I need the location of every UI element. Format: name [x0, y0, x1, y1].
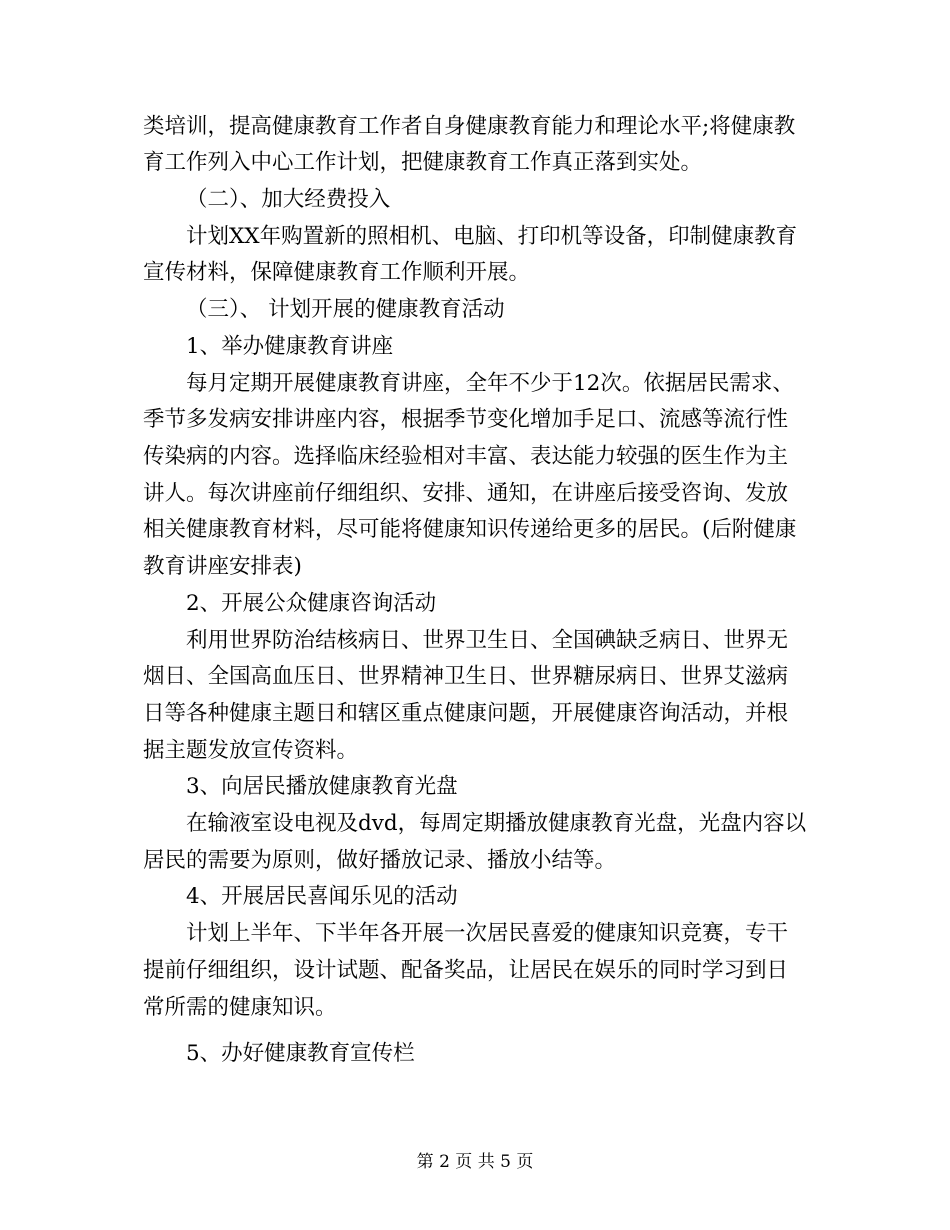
text-line: 计划上半年、下半年各开展一次居民喜爱的健康知识竞赛，专干: [186, 921, 789, 946]
text-line: 据主题发放宣传资料。: [143, 738, 359, 763]
text-line: 在输液室设电视及dvd，每周定期播放健康教育光盘，光盘内容以: [186, 811, 807, 836]
subsection-heading: 3、向居民播放健康教育光盘: [186, 774, 458, 799]
text-line: 教育讲座安排表): [143, 554, 302, 579]
subsection-heading: 2、开展公众健康咨询活动: [186, 591, 437, 616]
page-number-footer: 第 2 页 共 5 页: [416, 1152, 534, 1172]
text-line: 季节多发病安排讲座内容，根据季节变化增加手足口、流感等流行性: [143, 407, 789, 432]
text-line: 相关健康教育材料，尽可能将健康知识传递给更多的居民。(后附健康: [143, 517, 797, 542]
text-line: 日等各种健康主题日和辖区重点健康问题，开展健康咨询活动，并根: [143, 701, 789, 726]
text-line: 讲人。每次讲座前仔细组织、安排、通知，在讲座后接受咨询、发放: [143, 481, 789, 506]
text-line: 宣传材料，保障健康教育工作顺利开展。: [143, 260, 531, 285]
text-line: 类培训，提高健康教育工作者自身健康教育能力和理论水平;将健康教: [143, 114, 796, 139]
subsection-heading: 1、举办健康教育讲座: [186, 334, 394, 359]
section-heading: （三）、 计划开展的健康教育活动: [186, 297, 505, 322]
section-heading: （二）、加大经费投入: [186, 187, 391, 212]
subsection-heading: 4、开展居民喜闻乐见的活动: [186, 884, 458, 909]
text-line: 传染病的内容。选择临床经验相对丰富、表达能力较强的医生作为主: [143, 444, 789, 469]
text-line: 每月定期开展健康教育讲座，全年不少于12次。依据居民需求、: [186, 371, 794, 396]
text-line: 计划XX年购置新的照相机、电脑、打印机等设备，印制健康教育: [186, 224, 798, 249]
subsection-heading: 5、办好健康教育宣传栏: [186, 1041, 415, 1066]
text-line: 利用世界防治结核病日、世界卫生日、全国碘缺乏病日、世界无: [186, 628, 789, 653]
text-line: 提前仔细组织，设计试题、配备奖品，让居民在娱乐的同时学习到日: [143, 958, 789, 983]
text-line: 烟日、全国高血压日、世界精神卫生日、世界糖尿病日、世界艾滋病: [143, 664, 789, 689]
text-line: 育工作列入中心工作计划，把健康教育工作真正落到实处。: [143, 150, 703, 175]
text-line: 常所需的健康知识。: [143, 995, 337, 1020]
text-line: 居民的需要为原则，做好播放记录、播放小结等。: [143, 848, 617, 873]
